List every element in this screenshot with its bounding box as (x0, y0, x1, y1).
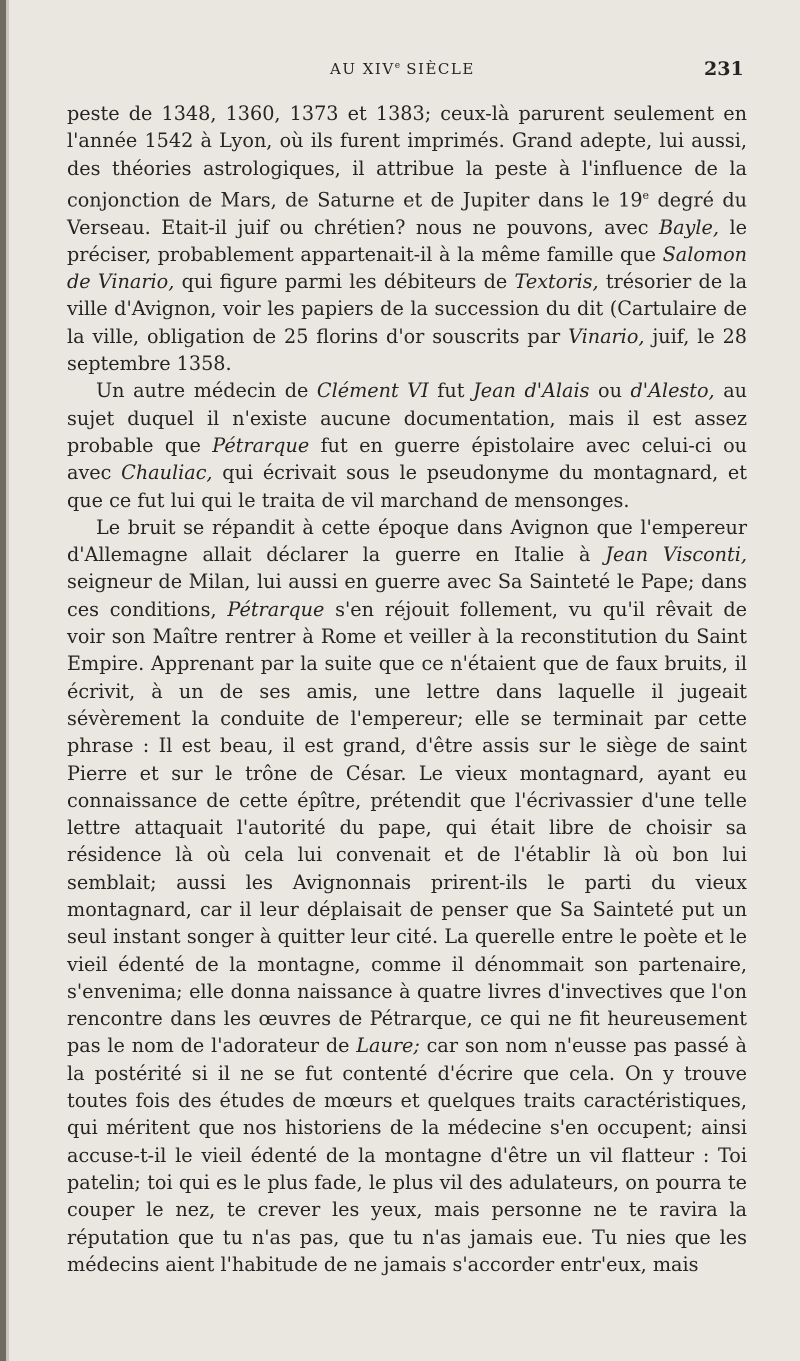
body-text (67, 100, 747, 1278)
italic-name: Bayle, (659, 215, 719, 239)
italic-name: Pétrarque (212, 433, 310, 457)
text-run: Le bruit se répandit à cette époque dans Avignon que l'empereur d'Allemagne allait déclarer la guerre en Italie à (67, 515, 747, 567)
text-run: qui écrivait sous le pseudonyme du montagnard, et que ce fut lui qui le traita de vil marchand de mensonges. (67, 461, 748, 512)
text-run: qui figure parmi les débiteurs de (174, 270, 515, 294)
text-run: au sujet duquel il n'existe aucune documentation, mais il est assez probable que (67, 379, 748, 457)
italic-name: Clément VI (316, 379, 429, 403)
paragraph-2 (67, 377, 747, 513)
page-binding-shadow (6, 0, 9, 1361)
text-run: Un autre médecin de (96, 379, 317, 403)
italic-name: Jean d'Alais (473, 379, 590, 403)
italic-name: Pétrarque (227, 597, 325, 621)
running-head-superscript: e (394, 61, 401, 71)
text-run: trésorier de la ville d'Avignon, voir les papiers de la succession du dit (Cartulaire de la ville, obligation de 25 florins d'or souscrits par (67, 270, 748, 348)
text-run: peste de 1348, 1360, 1373 et 1383; ceux-là parurent seulement en l'année 1542 à Lyon, où ils furent imprimés. Grand adepte, lui aussi, des théories astrologiques, il attribue la peste à l'influence de la conjonction de Mars, de Saturne et de Jupiter dans le 19 (67, 102, 747, 212)
text-run: juif, le 28 septembre 1358. (67, 324, 747, 376)
text-run: degré du Verseau. Etait-il juif ou chrétien? nous ne pouvons, avec (67, 188, 747, 239)
italic-name: Textoris, (514, 270, 599, 294)
italic-name: Chauliac, (121, 461, 213, 485)
paragraph-1 (67, 100, 747, 377)
text-run: ou (589, 379, 631, 403)
italic-name: Jean Visconti, (605, 543, 747, 567)
paragraph-3 (67, 514, 747, 1278)
text-run: le préciser, probablement appartenait-il à la même famille que (67, 215, 747, 266)
italic-name: Salomon de Vinario, (67, 242, 747, 294)
running-head-prefix: AU XIV (330, 60, 395, 78)
running-head-suffix: SIÈCLE (400, 60, 475, 78)
page-header (0, 58, 800, 82)
text-run: seigneur de Milan, lui aussi en guerre avec Sa Sainteté le Pape; dans ces conditions, (67, 570, 747, 621)
page-number: 231 (704, 58, 744, 80)
text-run: s'en réjouit follement, vu qu'il rêvait de voir son Maître rentrer à Rome et veiller à la reconstitution du Saint Empire. Apprenant par la suite que ce n'étaient que de faux bruits, il écrivit, à un de ses amis, une lettre dans laquelle il jugeait sévèrement la conduite de l'empereur; elle se terminait par cette phrase : Il est beau, il est grand, d'être assis sur le siège de saint Pierre et sur le trône de César. Le vieux montagnard, ayant eu connaissance de cette épître, prétendit que l'écrivassier d'une telle lettre attaquait l'autorité du pape, qui était libre de choisir sa résidence là où cela lui convenait et de l'établir là où bon lui semblait; aussi les Avignonnais prirent-ils le parti du vieux montagnard, car il leur déplaisait de penser que Sa Sainteté put un seul instant songer à quitter leur cité. La querelle entre le poète et le vieil édenté de la montagne, comme il dénommait son partenaire, s'envenima; elle donna naissance à quatre livres d'invectives que l'on rencontre dans les œuvres de Pétrarque, ce qui ne fit heureusement pas le nom de l'adorateur de (67, 597, 747, 1058)
italic-name: Laure; (356, 1034, 420, 1058)
superscript: e (642, 188, 650, 202)
text-run: car son nom n'eusse pas passé à la postérité si il ne se fut contenté d'écrire que cela. On y trouve toutes fois des études de mœurs et quelques traits caractéristiques, qui méritent que nos historiens de la médecine s'en occupent; ainsi accuse-t-il le vieil édenté de la montagne d'être un vil flatteur : Toi patelin; toi qui es le plus fade, le plus vil des adulateurs, on pourra te couper le nez, te crever les yeux, mais personne ne te ravira la réputation que tu n'as pas, que tu n'as jamais eue. Tu nies que les médecins aient l'habitude de ne jamais s'accorder entr'eux, mais (67, 1034, 747, 1276)
text-run: fut en guerre épistolaire avec celui-ci ou avec (67, 433, 747, 485)
italic-name: Vinario, (568, 324, 645, 348)
running-head (330, 60, 475, 78)
text-run: fut (428, 379, 474, 403)
italic-name: d'Alesto, (630, 379, 715, 403)
